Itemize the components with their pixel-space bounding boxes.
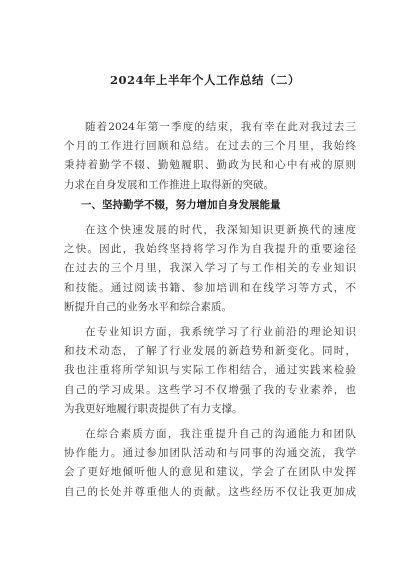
paragraph-line: 和技能。通过阅读书籍、参加培训和在线学习等方式，不: [64, 281, 356, 294]
paragraph-line: 在这个快速发展的时代，我深知知识更新换代的速度: [85, 224, 356, 236]
paragraph-3: [64, 425, 356, 502]
paragraph-line: 协作能力。通过参加团队活动和与同事的沟通交流，我学: [64, 447, 356, 460]
paragraph-line: 秉持着勤学不辍、勤勉履职、勤政为民和心中有戒的原则: [64, 159, 356, 172]
paragraph-line: 为我更好地履行职责提供了有力支撑。: [64, 402, 243, 415]
section-heading: 一、坚持勤学不辍，努力增加自身发展能量: [81, 199, 281, 211]
paragraph-line: 个月的工作进行回顾和总结。在过去的三个月里，我始终: [64, 140, 356, 153]
paragraph-line: 会了更好地倾听他人的意见和建议，学会了在团队中发挥: [64, 466, 356, 479]
document-title: 2024年上半年个人工作总结（二）: [109, 73, 300, 87]
paragraph-line: 自己的学习成果。这些学习不仅增强了我的专业素养，也: [64, 383, 356, 396]
intro-paragraph: [64, 118, 356, 195]
paragraph-line: 在过去的三个月里，我深入学习了与工作相关的专业知识: [64, 262, 356, 275]
paragraph-line: 之快。因此，我始终坚持将学习作为自我提升的重要途径: [64, 243, 356, 256]
paragraph-line: 自己的长处并尊重他人的贡献。这些经历不仅让我更加成: [64, 485, 356, 498]
paragraph-line: 我也注重将所学知识与实际工作相结合，通过实践来检验: [64, 364, 356, 377]
paragraph-line: 在综合素质方面，我注重提升自己的沟通能力和团队: [85, 428, 356, 440]
paragraph-line: 和技术动态，了解了行业发展的新趋势和新变化。同时，: [64, 345, 356, 358]
paragraph-line: 断提升自己的业务水平和综合素质。: [64, 300, 232, 313]
paragraph-line: 力求在自身发展和工作推进上取得新的突破。: [64, 178, 274, 191]
paragraph-2: [64, 323, 356, 419]
paragraph-line: 随着2024年第一季度的结束，我有幸在此对我过去三: [85, 121, 356, 133]
paragraph-line: 在专业知识方面，我系统学习了行业前沿的理论知识: [85, 326, 356, 338]
page-bottom-fade: [0, 566, 410, 580]
paragraph-1: [64, 221, 356, 317]
